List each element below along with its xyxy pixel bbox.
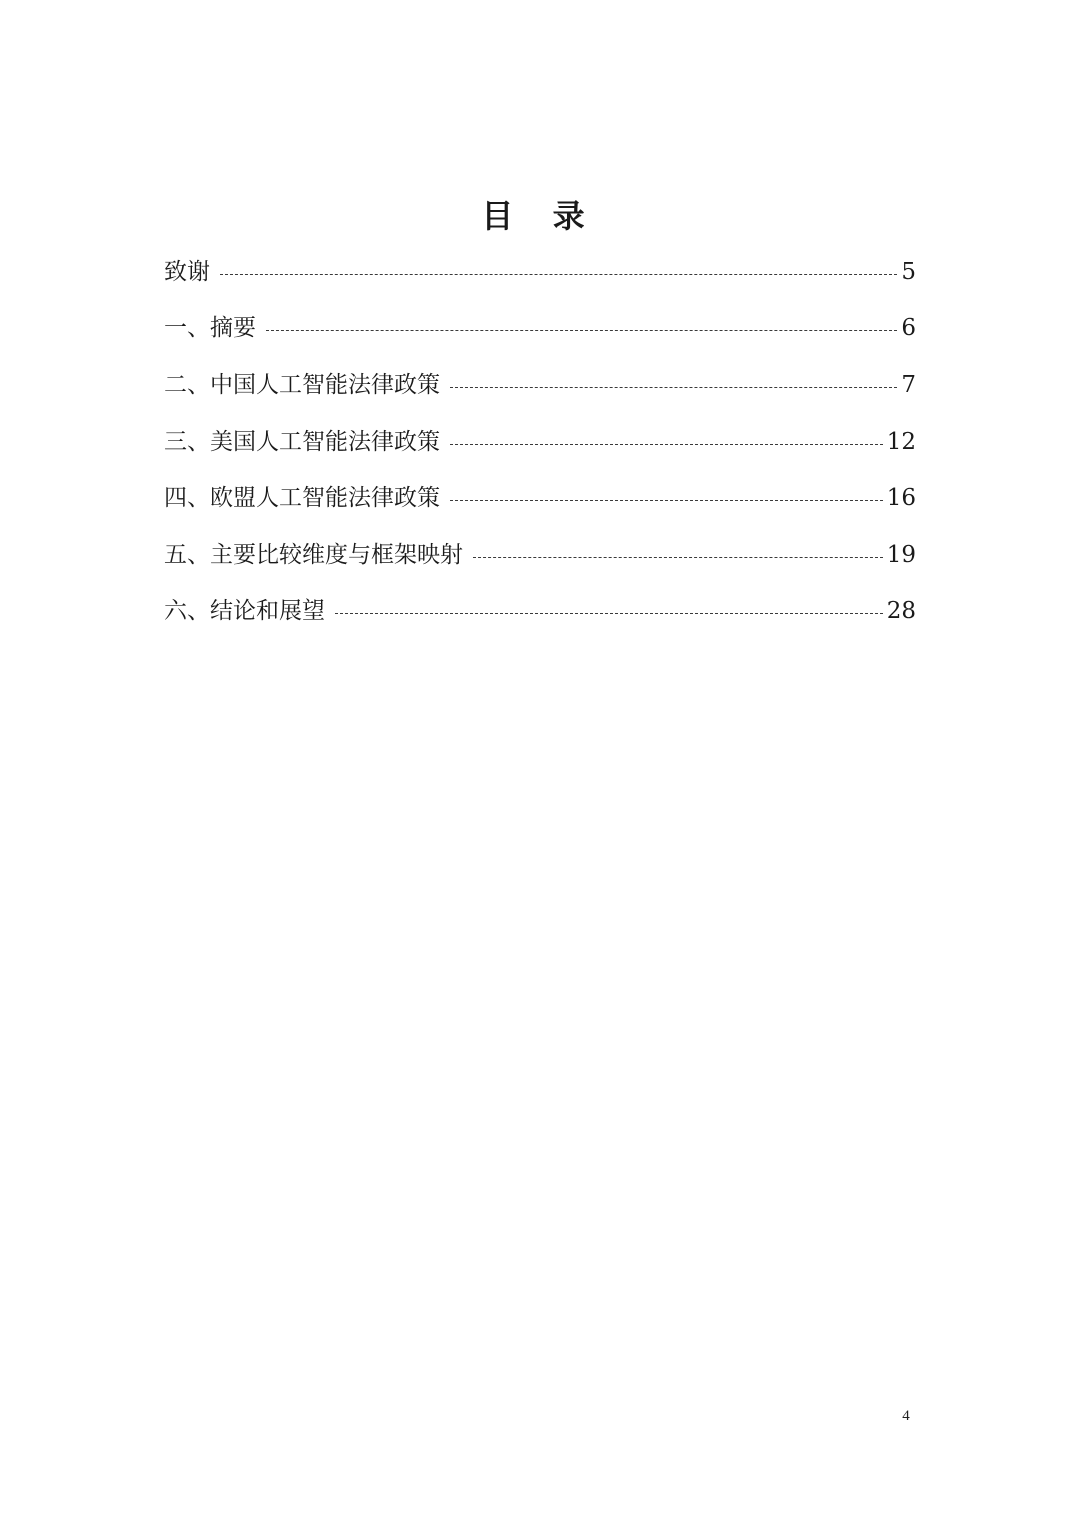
toc-entry-page: 7: [901, 371, 916, 398]
toc-entry-label: 一、摘要: [164, 315, 256, 342]
page-title: 目 录: [481, 197, 599, 235]
toc-entry-comparison[interactable]: [164, 527, 916, 584]
toc-entry-abstract[interactable]: [164, 301, 916, 358]
toc-entry-label: 致谢: [164, 258, 210, 285]
toc-entry-china[interactable]: [164, 357, 916, 414]
toc-entry-label: 三、美国人工智能法律政策: [164, 428, 440, 455]
toc-dot-leader: [450, 444, 883, 445]
toc-entry-acknowledgements[interactable]: [164, 244, 916, 301]
toc-dot-leader: [450, 500, 883, 501]
toc-entry-conclusion[interactable]: [164, 584, 916, 641]
toc-entry-page: 6: [901, 315, 916, 342]
table-of-contents: [164, 244, 916, 640]
toc-entry-label: 二、中国人工智能法律政策: [164, 371, 440, 398]
toc-entry-usa[interactable]: [164, 414, 916, 471]
toc-entry-eu[interactable]: [164, 470, 916, 527]
toc-entry-page: 28: [886, 598, 916, 625]
toc-dot-leader: [335, 613, 883, 614]
toc-entry-label: 五、主要比较维度与框架映射: [164, 541, 463, 568]
toc-dot-leader: [450, 387, 897, 388]
toc-dot-leader: [220, 274, 897, 275]
toc-entry-page: 16: [886, 485, 916, 512]
page-number: 4: [902, 1408, 910, 1424]
toc-dot-leader: [473, 557, 883, 558]
toc-dot-leader: [266, 330, 897, 331]
toc-entry-page: 12: [886, 428, 916, 455]
toc-entry-page: 5: [901, 258, 916, 285]
toc-entry-label: 六、结论和展望: [164, 598, 325, 625]
toc-entry-page: 19: [886, 541, 916, 568]
toc-entry-label: 四、欧盟人工智能法律政策: [164, 485, 440, 512]
